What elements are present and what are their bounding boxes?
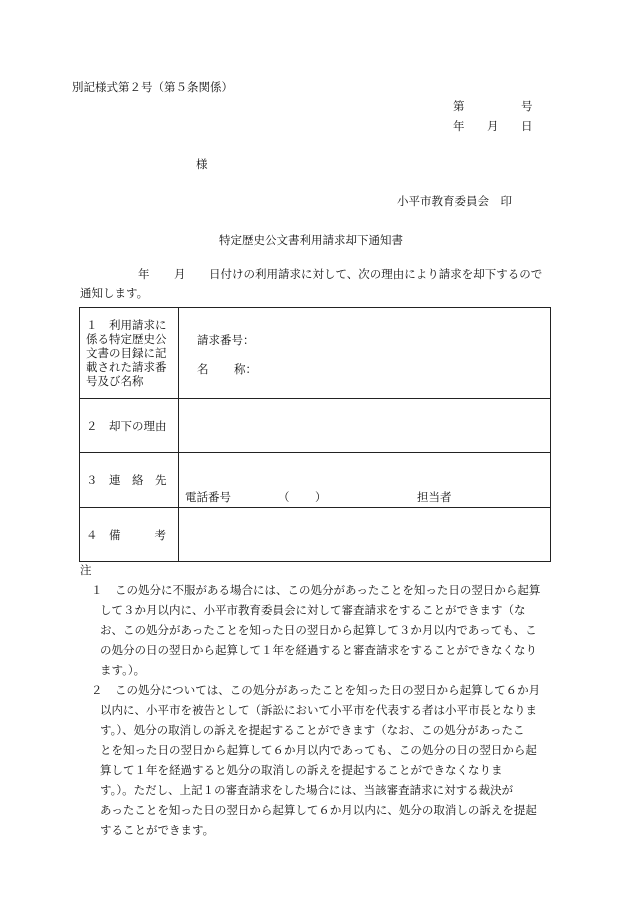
intro-line2: 通知します。 [80, 286, 149, 300]
notes-item2-line: 以内に、小平市を被告として（訴訟において小平市を代表する者は小平市長となりま [100, 703, 537, 717]
row-label-reason-text: ２ 却下の理由 [86, 418, 167, 433]
phone-paren-open: （ [278, 490, 290, 504]
contact-person-label: 担当者 [417, 490, 452, 504]
row-label-remarks-a: ４ 備 [86, 527, 121, 542]
request-number-label: 請求番号： [197, 333, 255, 347]
intro-text: 日付けの利用請求に対して、次の理由により請求を却下するので [209, 267, 543, 281]
notes-item1-line: の処分の日の翌日から起算して１年を経過すると審査請求をすることができなくなり [100, 643, 537, 657]
page-title: 特定歴史公文書利用請求却下通知書 [219, 233, 403, 247]
table-row-remarks [80, 508, 551, 562]
notes-heading: 注 [80, 563, 92, 577]
phone-paren-close: ） [315, 490, 327, 504]
row-label-contact-text: ３ 連 絡 先 [86, 473, 167, 487]
document-number-go: 号 [521, 99, 533, 113]
date-year: 年 [453, 119, 465, 133]
table-row-contact [80, 453, 551, 508]
notes-item2-line: この処分については、この処分があったことを知った日の翌日から起算して６か月 [115, 683, 541, 697]
addressee-suffix: 様 [196, 157, 208, 171]
name-label-b: 称： [234, 362, 257, 376]
form-table [79, 307, 551, 562]
notes-item2-line: す。）、処分の取消しの訴えを提起することができます（なお、この処分があったこ [100, 723, 525, 737]
notes-item1-line: ます。）。 [100, 663, 146, 677]
notes-item2-line: とを知った日の翌日から起算して６か月以内であっても、この処分の日の翌日から起 [100, 743, 537, 757]
row-label-contact [80, 453, 179, 508]
name-label-a: 名 [197, 362, 209, 376]
row-value-reason [179, 399, 551, 453]
intro-month: 月 [174, 267, 186, 281]
issuer: 小平市教育委員会 印 [397, 194, 512, 208]
intro-year: 年 [138, 267, 150, 281]
notes-item1-number: １ [91, 583, 103, 597]
date-day: 日 [521, 119, 533, 133]
row-value-contact [179, 453, 551, 508]
date-month: 月 [487, 119, 499, 133]
document-number-dai: 第 [453, 99, 465, 113]
form-ref: 別記様式第２号（第５条関係） [72, 80, 233, 94]
notes-item1-line: して３か月以内に、小平市教育委員会に対して審査請求をすることができます（な [100, 603, 526, 617]
row-label-target [80, 308, 179, 399]
row-value-remarks [179, 508, 551, 562]
table-row-target [80, 308, 551, 399]
notes-item2-line: あったことを知った日の翌日から起算して６か月以内に、処分の取消しの訴えを提起 [100, 803, 537, 817]
notes-item2-line: することができます。 [100, 823, 215, 837]
notes-item2-number: ２ [91, 683, 103, 697]
row-label-target-text: １ 利用請求に係る特定歴史公文書の目録に記載された請求番号及び名称 [86, 318, 167, 388]
notes-item2-line: 算して１年を経過すると処分の取消しの訴えを提起することができなくなりま [100, 763, 503, 777]
notes-item2-line: す。）。ただし、上記１の審査請求をした場合には、当該審査請求に対する裁決が [100, 783, 514, 797]
row-label-remarks-b: 考 [154, 527, 166, 542]
notes-item1-line: お、この処分があったことを知った日の翌日から起算して３か月以内であっても、こ [100, 623, 537, 637]
notes-item1-line: この処分に不服がある場合には、この処分があったことを知った日の翌日から起算 [115, 583, 541, 597]
phone-label: 電話番号 [185, 490, 231, 504]
row-value-target [179, 308, 551, 399]
table-row-reason [80, 399, 551, 453]
row-label-reason [80, 399, 179, 453]
row-label-remarks [80, 508, 179, 562]
